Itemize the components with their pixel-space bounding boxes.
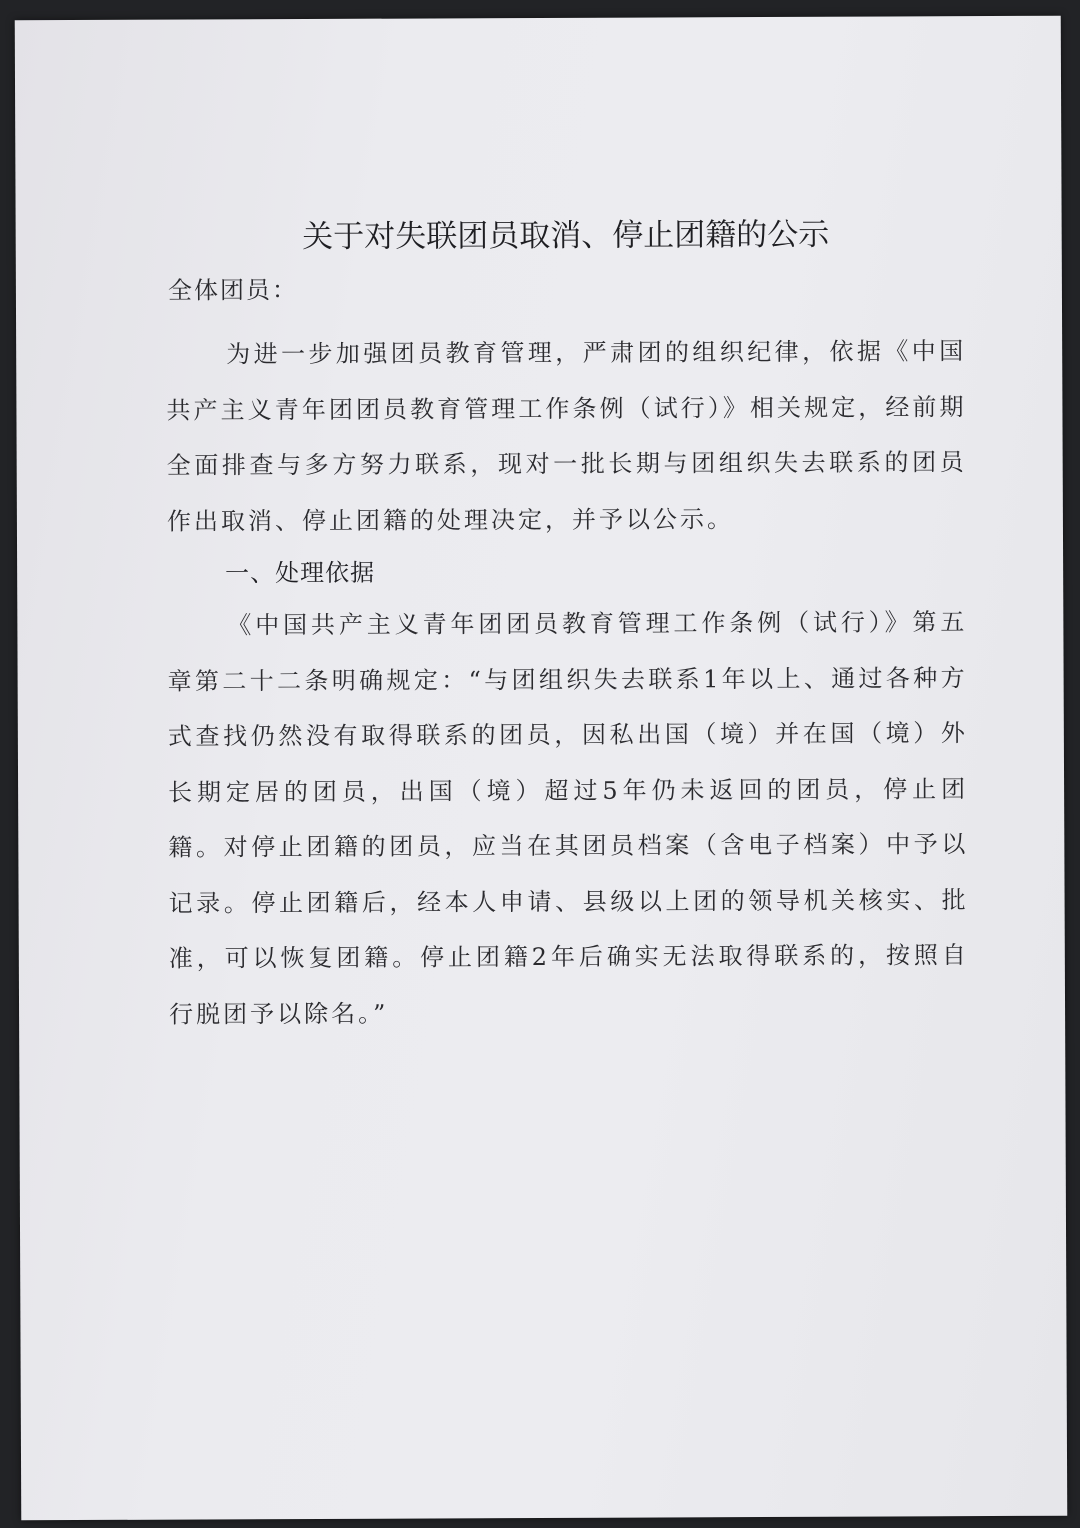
paper-sheet	[15, 16, 1068, 1521]
document-body	[166, 208, 970, 1042]
section-heading: 一、处理依据	[225, 558, 376, 588]
section-paragraph: 《中国共产主义青年团团员教育管理工作条例（试行）》第五章第二十二条明确规定：“与团组织失去联系1年以上、通过各种方式查找仍然没有取得联系的团员，因私出国（境）并在国（境）外长期定居的团员，出国（境）超过5年仍未返回的团员，停止团籍。对停止团籍的团员，应当在其团员档案（含电子档案）中予以记录。停止团籍后，经本人申请、县级以上团的领导机关核实、批准，可以恢复团籍。停止团籍2年后确实无法取得联系的，按照自行脱团予以除名。”	[167, 608, 969, 1029]
intro-paragraph: 为进一步加强团员教育管理，严肃团的组织纪律，依据《中国共产主义青年团团员教育管理工作条例（试行）》相关规定，经前期全面排查与多方努力联系，现对一批长期与团组织失去联系的团员作出取消、停止团籍的处理决定，并予以公示。	[166, 337, 967, 536]
salutation: 全体团员：	[167, 276, 298, 305]
document-title: 关于对失联团员取消、停止团籍的公示	[302, 216, 830, 256]
